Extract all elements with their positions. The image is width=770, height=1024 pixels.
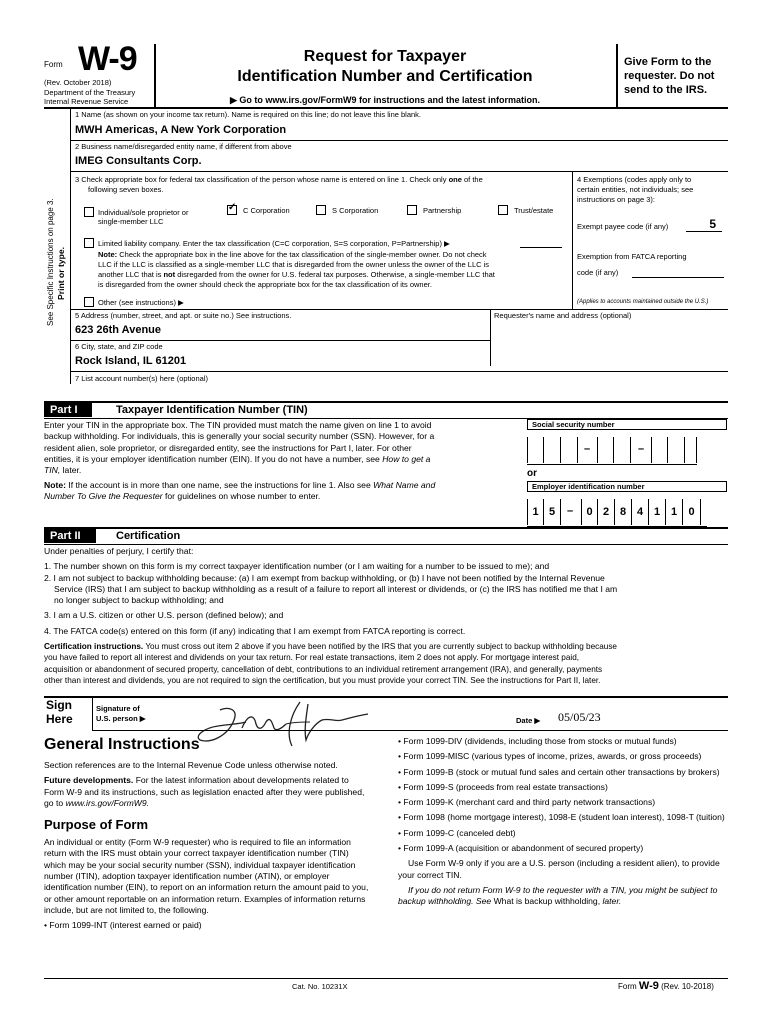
line7-account-field[interactable] xyxy=(75,386,725,398)
give-form-line1: Give Form to the xyxy=(624,56,712,68)
give-form-line2: requester. Do not xyxy=(624,70,715,82)
line1-name-field[interactable]: MWH Americas, A New York Corporation xyxy=(75,124,287,136)
line3-label-one: one xyxy=(448,175,462,184)
bullet-1099-a: • Form 1099-A (acquisition or abandonment of secured property) xyxy=(398,843,644,854)
llc-note-line1 xyxy=(98,250,487,259)
certification-block xyxy=(44,546,728,686)
bullet-1099-int: • Form 1099-INT (interest earned or paid) xyxy=(44,920,202,931)
bullet-1099-div: • Form 1099-DIV (dividends, including those from stocks or mutual funds) xyxy=(398,736,677,746)
form-title-line1: Request for Taxpayer xyxy=(303,48,467,65)
form-label: Form xyxy=(44,60,63,69)
part1-text5a: TIN, xyxy=(44,465,61,476)
backup-withholding-ref: What is backup withholding, xyxy=(493,896,601,907)
ein-digit: 4 xyxy=(632,499,649,525)
llc-classification-field[interactable] xyxy=(520,238,562,248)
part1-text4b: How to get a xyxy=(382,453,431,464)
cert-item3: 3. I am a U.S. citizen or other U.S. person (defined below); and xyxy=(44,610,284,621)
bullet-1099-s: • Form 1099-S (proceeds from real estate transactions) xyxy=(398,781,608,792)
form-number: W-9 xyxy=(78,40,137,78)
here-label: Here xyxy=(46,712,73,726)
label-trust-estate: Trust/estate xyxy=(514,206,554,215)
ein-digit: 0 xyxy=(683,499,701,525)
checkbox-llc[interactable] xyxy=(84,238,94,248)
ein-digit: 2 xyxy=(598,499,615,525)
part1-label: Part I xyxy=(44,403,92,417)
fatca-label1: Exemption from FATCA reporting xyxy=(577,252,687,261)
side-see-text: See Specific Instructions on page 3. xyxy=(46,198,55,326)
line3-label-of-the: of the xyxy=(464,175,483,184)
bullet-1099-k: • Form 1099-K (merchant card and third party network transactions) xyxy=(398,797,656,808)
left-column xyxy=(44,736,369,936)
llc-note-text1: Check the appropriate box in the line above for the tax classification of the single-member owner. Do not check xyxy=(119,250,487,259)
checkbox-other[interactable] xyxy=(84,297,94,307)
checkbox-c-corporation[interactable] xyxy=(227,202,237,215)
line4-label1: 4 Exemptions (codes apply only to xyxy=(577,175,692,184)
ssn-field[interactable]: – – xyxy=(527,437,697,465)
exempt-payee-field[interactable]: 5 xyxy=(686,217,722,232)
ein-field[interactable] xyxy=(527,499,707,527)
ein-digit: 5 xyxy=(544,499,561,525)
general-instructions-text: Section references are to the Internal Revenue Code unless otherwise noted. xyxy=(44,760,338,770)
line1-label: 1 Name (as shown on your income tax return). Name is required on this line; do not leave this line blank. xyxy=(75,110,422,119)
label-s-corporation: S Corporation xyxy=(332,206,379,215)
side-instructions xyxy=(45,198,55,326)
date-label: Date ▶ xyxy=(516,716,541,725)
cert-item2-line2: Service (IRS) that I am subject to backup withholding as a result of a failure to report all interest or dividends, or (c) the IRS has notified me that I am xyxy=(54,583,618,594)
part2-title: Certification xyxy=(116,530,181,542)
general-instructions-title: General Instructions xyxy=(44,736,200,753)
exempt-payee-label: Exempt payee code (if any) xyxy=(577,222,669,231)
department-treasury: Department of the Treasury xyxy=(44,88,136,97)
part1-note-text1a: If the account is in more than one name, see the instructions for line 1. Also see xyxy=(68,480,371,490)
bullet-1099-b: • Form 1099-B (stock or mutual fund sales and certain other transactions by brokers) xyxy=(398,766,720,777)
sign-label: Sign xyxy=(46,698,72,712)
requester-address-field[interactable] xyxy=(492,322,726,366)
footer-form-id xyxy=(618,980,714,992)
part1-text5b: later. xyxy=(62,465,82,476)
checkbox-individual[interactable] xyxy=(84,207,94,217)
form-title-line2: Identification Number and Certification xyxy=(237,68,533,85)
ein-digit: 1 xyxy=(527,499,544,525)
check-mark-icon: ✓ xyxy=(228,202,237,213)
ein-digit: 1 xyxy=(649,499,666,525)
checkbox-partnership[interactable] xyxy=(407,205,417,215)
purpose-text: An individual or entity (Form W-9 requester) who is required to file an information return with the IRS must obtain your correct taxpayer identification number (TIN) which may be your social security number (SSN), individual taxpayer identification number (ITIN), adoption taxpayer identification number (ATIN), or employer identification number (EIN), to report on an information return the amount paid to you, or other amount reportable on an information return. Examples of information returns include, but are not limited to, the following. xyxy=(44,837,369,915)
line4-label2: certain entities, not individuals; see xyxy=(577,185,694,194)
give-form-line3: send to the IRS. xyxy=(624,84,708,96)
cert-item1: 1. The number shown on this form is my correct taxpayer identification number (or I am waiting for a number to be issued to me); and xyxy=(44,561,550,572)
right-column xyxy=(398,736,726,912)
line6-city-field[interactable]: Rock Island, IL 61201 xyxy=(75,355,187,367)
llc-note-line2: LLC if the LLC is classified as a single-member LLC that is disregarded from the owner unless the owner of the LLC is xyxy=(98,260,490,269)
fatca-label2: code (if any) xyxy=(577,268,619,277)
ssn-ein-or: or xyxy=(527,468,537,479)
line3-label xyxy=(75,175,570,184)
future-developments xyxy=(44,775,369,809)
backup-withholding-italic: If you do not return Form W-9 to the requester with a TIN, you might be subject to backup withholding. See xyxy=(398,884,718,907)
part1-instructions xyxy=(44,420,524,476)
side-print-type xyxy=(56,247,66,300)
ssn-label: Social security number xyxy=(527,419,727,430)
part1-text4a: entities, it is your employer identification number (EIN). If you do not have a number, see xyxy=(44,453,380,464)
part1-note-text2b: for guidelines on whose number to enter. xyxy=(165,491,321,502)
line2-label: 2 Business name/disregarded entity name, if different from above xyxy=(75,142,292,151)
catalog-number: Cat. No. 10231X xyxy=(292,982,348,991)
line3-label-text: 3 Check appropriate box for federal tax classification of the person whose name is entered on line 1. Check only xyxy=(75,175,447,184)
part1-note-line1 xyxy=(44,480,524,491)
fatca-applies-note: (Applies to accounts maintained outside the U.S.) xyxy=(577,299,709,305)
cert-item4: 4. The FATCA code(s) entered on this form (if any) indicating that I am exempt from FATCA reporting is correct. xyxy=(44,625,466,636)
label-other: Other (see instructions) ▶ xyxy=(98,298,184,307)
ein-digit: 8 xyxy=(615,499,632,525)
ein-dash: – xyxy=(567,505,574,517)
part1-text5 xyxy=(44,465,524,476)
cert-intro: Under penalties of perjury, I certify that: xyxy=(44,546,194,556)
part1-note xyxy=(44,480,524,503)
checkbox-trust-estate[interactable] xyxy=(498,205,508,215)
llc-note-not: not xyxy=(163,270,176,279)
signature-label1: Signature of xyxy=(96,704,140,713)
label-individual: Individual/sole proprietor or xyxy=(98,208,189,217)
cert-instructions-label: Certification instructions. xyxy=(44,642,144,652)
bullet-1098: • Form 1098 (home mortgage interest), 1098-E (student loan interest), 1098-T (tuition) xyxy=(398,812,725,823)
line7-label: 7 List account number(s) here (optional) xyxy=(75,374,208,383)
part1-text4 xyxy=(44,454,524,465)
backup-withholding-later: later. xyxy=(602,896,622,907)
internal-revenue-service: Internal Revenue Service xyxy=(44,97,129,106)
label-c-corporation: C Corporation xyxy=(243,206,290,215)
footer-revision: (Rev. 10-2018) xyxy=(661,982,714,991)
backup-withholding-text xyxy=(398,885,726,908)
ein-digit: 0 xyxy=(581,499,598,525)
signature-field[interactable] xyxy=(160,698,510,730)
label-llc: Limited liability company. Enter the tax classification (C=C corporation, S=S corporation, P=Partnership) ▶ xyxy=(98,239,450,248)
side-print-text: Print or type. xyxy=(56,246,66,300)
ein-digit: 1 xyxy=(666,499,683,525)
use-form-text: Use Form W-9 only if you are a U.S. person (including a resident alien), to provide your correct TIN. xyxy=(398,858,720,880)
line4-label3: instructions on page 3): xyxy=(577,195,655,204)
line3-label-cont: following seven boxes. xyxy=(88,185,164,194)
part1-title: Taxpayer Identification Number (TIN) xyxy=(116,404,308,416)
part1-note-text1b: What Name and xyxy=(373,480,436,490)
line5-address-field[interactable]: 623 26th Avenue xyxy=(75,324,162,336)
line2-business-name-field[interactable]: IMEG Consultants Corp. xyxy=(75,155,202,167)
llc-note-text3b: disregarded from the owner for U.S. federal tax purposes. Otherwise, a single-member LLC that xyxy=(177,270,495,279)
label-partnership: Partnership xyxy=(423,206,462,215)
part1-text3: resident alien, sole proprietor, or disregarded entity, see the instructions for Part I, later. For other xyxy=(44,442,412,453)
ein-label: Employer identification number xyxy=(527,481,727,492)
part1-note-text2a: Number To Give the Requester xyxy=(44,491,163,502)
irs-link[interactable]: www.irs.gov/FormW9. xyxy=(65,797,150,808)
cert-instructions-text1: You must cross out item 2 above if you have been notified by the IRS that you are currently subject to backup withholding because xyxy=(145,642,617,652)
cert-instructions-line1 xyxy=(44,641,728,652)
requester-label: Requester's name and address (optional) xyxy=(494,311,632,320)
cert-instructions-line2: you have failed to report all interest and dividends on your tax return. For real estate transactions, item 2 does not apply. For mortgage interest paid, xyxy=(44,653,580,663)
footer-form-label: Form xyxy=(618,982,637,991)
line5-label: 5 Address (number, street, and apt. or suite no.) See instructions. xyxy=(75,311,292,320)
future-developments-text: For the latest information about developments related to Form W-9 and its instructions, such as legislation enacted after they were published, go to xyxy=(44,775,365,808)
line6-label: 6 City, state, and ZIP code xyxy=(75,342,163,351)
cert-item2-line3: no longer subject to backup withholding; and xyxy=(54,595,224,606)
goto-instructions: ▶ Go to www.irs.gov/FormW9 for instructions and the latest information. xyxy=(229,95,541,105)
checkbox-s-corporation[interactable] xyxy=(316,205,326,215)
part1-text2: backup withholding. For individuals, this is generally your social security number (SSN). However, for a xyxy=(44,431,435,442)
cert-instructions-line3: acquisition or abandonment of secured property, cancellation of debt, contributions to an individual retirement arrangement (IRA), and generally, payments xyxy=(44,664,603,674)
date-field[interactable]: 05/05/23 xyxy=(558,710,601,724)
llc-note-line3 xyxy=(98,270,495,279)
signature-label2: U.S. person ▶ xyxy=(96,714,146,723)
bullet-1099-misc: • Form 1099-MISC (various types of income, prizes, awards, or gross proceeds) xyxy=(398,751,702,762)
cert-instructions-line4: other than interest and dividends, you are not required to sign the certification, but you must provide your correct TIN. See the instructions for Part II, later. xyxy=(44,675,601,685)
part1-note-line2 xyxy=(44,491,524,502)
fatca-code-field[interactable] xyxy=(632,270,724,278)
cert-item2-line1: 2. I am not subject to backup withholding because: (a) I am exempt from backup withholding, or (b) I have not been notified by the Internal Revenue xyxy=(44,572,605,583)
llc-note-label: Note: xyxy=(98,250,118,259)
part1-text1: Enter your TIN in the appropriate box. The TIN provided must match the name given on line 1 to avoid xyxy=(44,420,432,430)
part2-label: Part II xyxy=(44,529,96,543)
bullet-1099-c: • Form 1099-C (canceled debt) xyxy=(398,827,516,838)
llc-note-line4: is disregarded from the owner should check the appropriate box for the tax classification of its owner. xyxy=(98,280,432,289)
footer-form-number: W-9 xyxy=(638,980,659,992)
future-developments-label: Future developments. xyxy=(44,775,134,786)
label-single-member: single-member LLC xyxy=(98,217,164,226)
llc-note-text3a: another LLC that is xyxy=(98,270,162,279)
part1-note-label: Note: xyxy=(44,480,66,490)
form-revision: (Rev. October 2018) xyxy=(44,78,112,87)
purpose-title: Purpose of Form xyxy=(44,817,149,833)
